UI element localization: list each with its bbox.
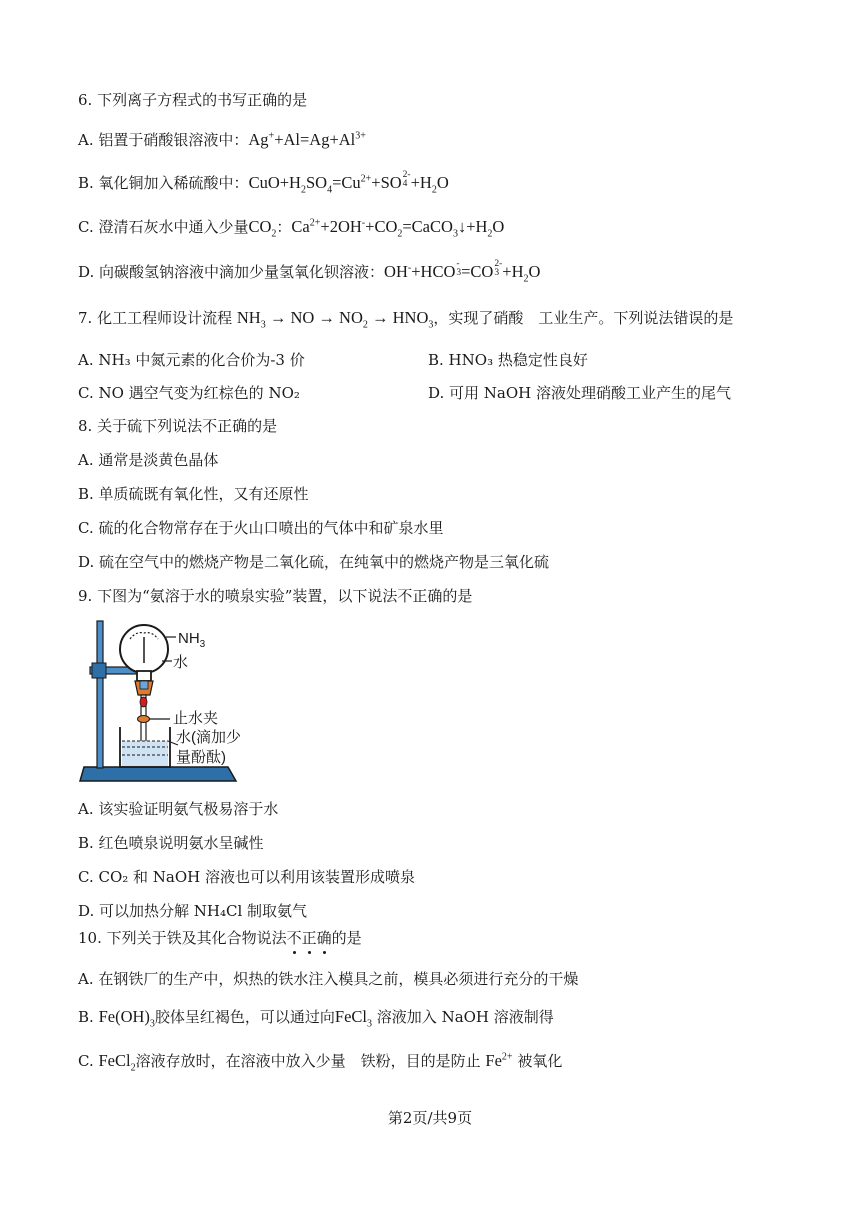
label-beaker-1: 水(滴加少 — [176, 729, 241, 746]
label-nh3: $NH_3$ — [178, 630, 206, 650]
q6-stem: 6. 下列离子方程式的书写正确的是 — [78, 91, 308, 109]
q8-option-c: C. 硫的化合物常存在于火山口喷出的气体中和矿泉水里 — [78, 519, 444, 537]
q6-option-d: D. 向碳酸氢钠溶液中滴加少量氢氧化钡溶液：OH-+HCO $^{- 3}$ =CO $^{2- 3}$ $+H_2O$ — [78, 259, 541, 285]
q9-option-d: D. 可以加热分解 NH₄Cl 制取氨气 — [78, 902, 308, 920]
q9-stem: 9. 下图为“氨溶于水的喷泉实验”装置，以下说法不正确的是 — [78, 587, 473, 605]
q10-option-c: C. FeCl$_2$溶液存放时，在溶液中放入少量 铁粉，目的是防止 $Fe^{2+}$ 被氧化 — [78, 1051, 563, 1074]
page-number: 第2页/共9页 — [387, 1109, 473, 1127]
q8-option-b: B. 单质硫既有氧化性，又有还原性 — [78, 485, 309, 503]
q10-option-b: B. $Fe(OH)_3$胶体呈红褐色，可以通过向FeCl$_3$ 溶液加入 NaOH 溶液制得 — [78, 1007, 554, 1030]
q7-option-b: B. HNO₃ 热稳定性良好 — [428, 351, 588, 369]
q9-option-a: A. 该实验证明氨气极易溶于水 — [78, 800, 279, 818]
q6-option-b: B. 氧化铜加入稀硫酸中：$CuO+H_2SO_4=Cu^{2+}+SO$ $^{2- 4}$ $+H_2O$ — [78, 170, 449, 196]
q10-option-a: A. 在钢铁厂的生产中，炽热的铁水注入模具之前，模具必须进行充分的干燥 — [78, 970, 579, 988]
q10-stem: 10. 下列关于铁及其化合物说法不正确的是 — [78, 929, 362, 947]
label-stop-clamp: 止水夹 — [173, 710, 219, 727]
q6-option-c: C. 澄清石灰水中通入少量$CO_2$：$Ca^{2+}+2OH^-+CO_2=CaCO_3↓+H_2O$ — [78, 217, 505, 240]
fountain-apparatus-diagram — [78, 615, 268, 785]
q7-option-a: A. NH₃ 中氮元素的化合价为-3 价 — [78, 351, 305, 369]
q8-option-a: A. 通常是淡黄色晶体 — [78, 451, 219, 469]
label-water: 水 — [173, 654, 189, 671]
q8-option-d: D. 硫在空气中的燃烧产物是二氧化硫，在纯氧中的燃烧产物是三氧化硫 — [78, 553, 550, 571]
q7-option-c: C. NO 遇空气变为红棕色的 NO₂ — [78, 384, 300, 402]
q7-stem: 7. 化工工程师设计流程 $NH_3$ → NO → $NO_2 \to HNO_3$，实现了硝酸 工业生产。下列说法错误的是 — [78, 308, 734, 331]
q8-stem: 8. 关于硫下列说法不正确的是 — [78, 417, 278, 435]
q7-option-d: D. 可用 NaOH 溶液处理硝酸工业产生的尾气 — [428, 384, 732, 402]
q9-option-c: C. CO₂ 和 NaOH 溶液也可以利用该装置形成喷泉 — [78, 868, 416, 886]
label-beaker-2: 量酚酞) — [176, 749, 226, 766]
q9-option-b: B. 红色喷泉说明氨水呈碱性 — [78, 834, 264, 852]
q6-option-a: A. 铝置于硝酸银溶液中：$Ag^++Al=Ag+Al^{3+}$ — [78, 130, 366, 149]
